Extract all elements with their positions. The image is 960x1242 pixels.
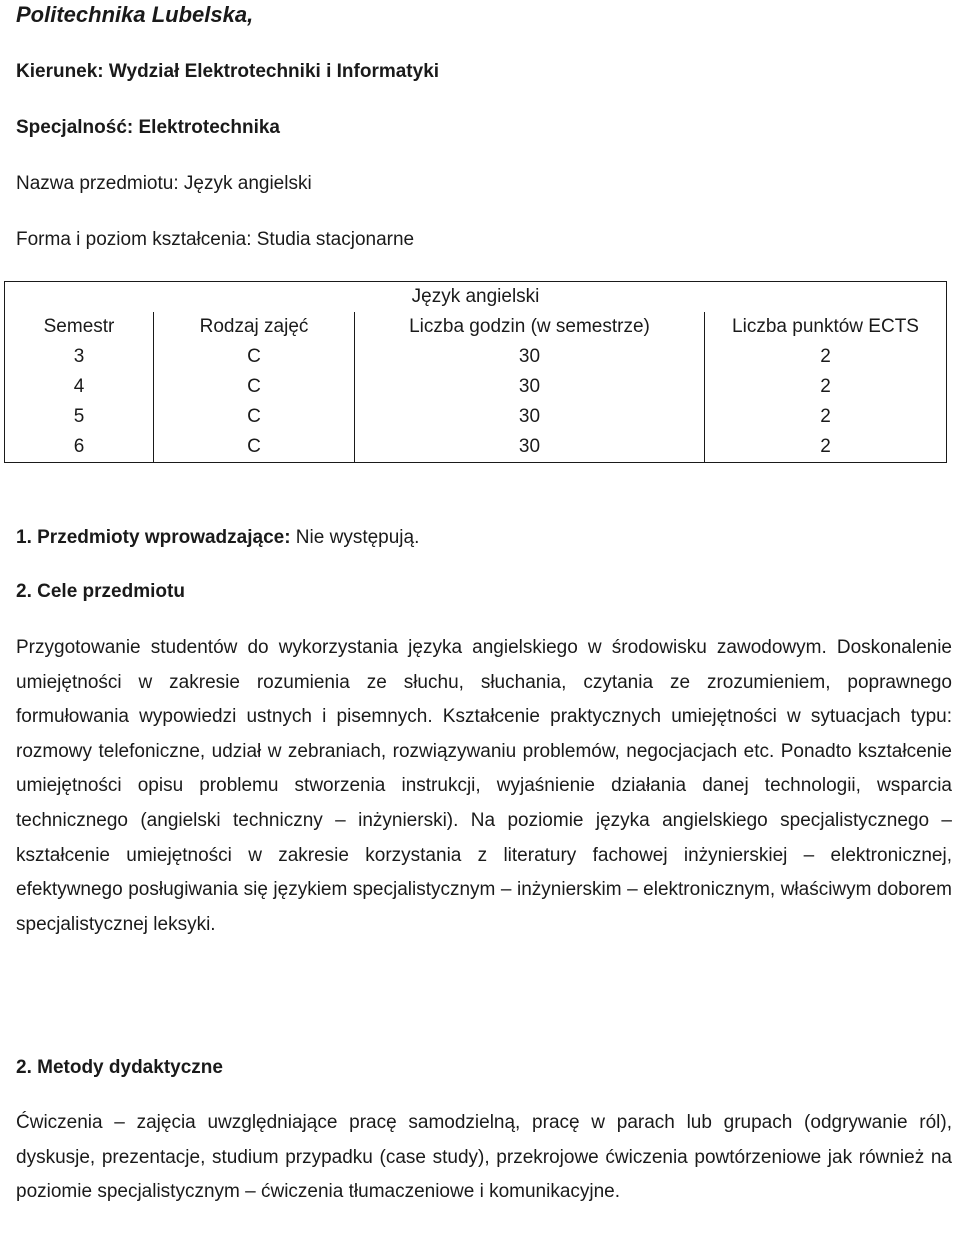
table-header-row xyxy=(5,312,947,342)
column-header-semestr: Semestr xyxy=(5,312,154,342)
table-cell: 30 xyxy=(355,342,705,372)
column-header-ects: Liczba punktów ECTS xyxy=(705,312,947,342)
prerequisites-line xyxy=(16,526,419,550)
table-cell: 2 xyxy=(705,432,947,463)
table-row xyxy=(5,432,947,463)
metody-paragraph: Ćwiczenia – zajęcia uwzględniające pracę samodzielną, pracę w parach lub grupach (odgrywanie ról), dyskusje, prezentacje, studium przypadku (case study), przekrojowe ćwiczenia powtórzeniowe jak również na poziomie specjalistycznym – ćwiczenia tłumaczeniowe i komunikacyjne. xyxy=(16,1112,952,1203)
table-cell: 2 xyxy=(705,372,947,402)
section-heading-metody: 2. Metody dydaktyczne xyxy=(16,1057,223,1078)
table-cell: 30 xyxy=(355,432,705,463)
cele-paragraph: Przygotowanie studentów do wykorzystania języka angielskiego w środowisku zawodowym. Doskonalenie umiejętności w zakresie rozumienia ze słuchu, słuchania, czytania ze zrozumieniem, poprawnego formułowania wypowiedzi ustnych i pisemnych. Kształcenie praktycznych umiejętności w sytuacjach typu: rozmowy telefoniczne, udział w zebraniach, rozwiązywaniu problemów, negocjacjach etc. Ponadto kształcenie umiejętności opisu problemu stworzenia instrukcji, wyjaśnienie działania danej technologii, wsparcia technicznego (angielski techniczny – inżynierski). Na poziomie języka angielskiego specjalistycznego – kształcenie umiejętności w zakresie korzystania z literatury fachowej inżynierskiej – elektronicznej, efektywnego posługiwania się językiem specjalistycznym – inżynierskim – elektronicznym, właściwym doborem specjalistycznej leksyki. xyxy=(16,637,952,935)
table-cell: 4 xyxy=(5,372,154,402)
table-row xyxy=(5,342,947,372)
table-cell: 6 xyxy=(5,432,154,463)
specjalnosc-line: Specjalność: Elektrotechnika xyxy=(16,117,280,138)
column-header-godziny: Liczba godzin (w semestrze) xyxy=(355,312,705,342)
table-cell: 30 xyxy=(355,372,705,402)
column-header-rodzaj: Rodzaj zajęć xyxy=(154,312,355,342)
table-cell: C xyxy=(154,402,355,432)
study-form-line: Forma i poziom kształcenia: Studia stacjonarne xyxy=(16,229,415,250)
hours-table xyxy=(4,281,947,463)
table-cell: 2 xyxy=(705,342,947,372)
prerequisites-label: 1. Przedmioty wprowadzające: xyxy=(16,527,291,548)
university-title: Politechnika Lubelska, xyxy=(16,2,254,27)
prerequisites-value: Nie występują. xyxy=(290,527,420,548)
table-cell: C xyxy=(154,432,355,463)
table-cell: C xyxy=(154,342,355,372)
table-cell: 2 xyxy=(705,402,947,432)
kierunek-line: Kierunek: Wydział Elektrotechniki i Informatyki xyxy=(16,61,440,82)
subject-name-line: Nazwa przedmiotu: Język angielski xyxy=(16,173,312,194)
table-cell: 30 xyxy=(355,402,705,432)
table-row xyxy=(5,402,947,432)
table-cell: 3 xyxy=(5,342,154,372)
table-title-row xyxy=(5,282,947,313)
table-row xyxy=(5,372,947,402)
table-cell: C xyxy=(154,372,355,402)
table-title: Język angielski xyxy=(5,282,947,313)
section-heading-cele: 2. Cele przedmiotu xyxy=(16,581,185,602)
table-cell: 5 xyxy=(5,402,154,432)
